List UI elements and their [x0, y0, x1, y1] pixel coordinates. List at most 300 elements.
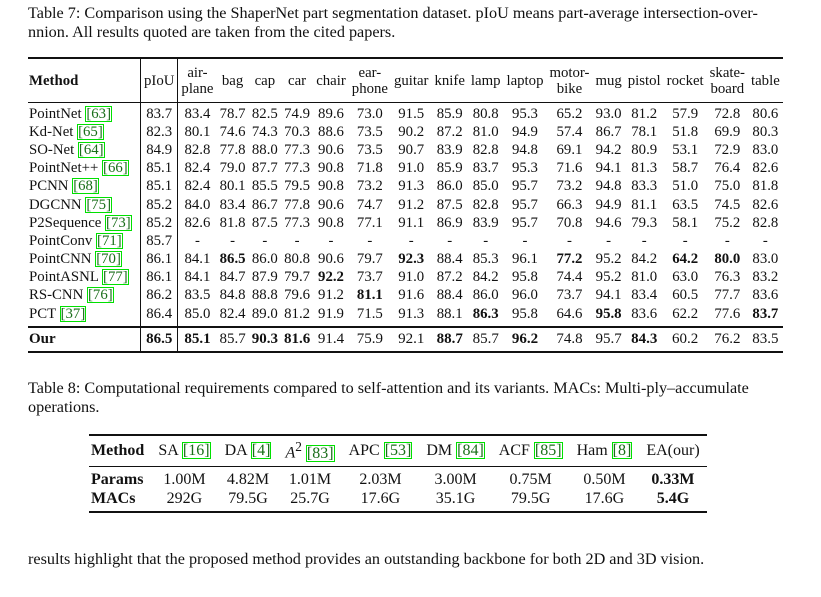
value-cell — [313, 123, 349, 141]
cell-value: 73.7 — [356, 269, 383, 286]
cell-value: 82.6 — [752, 196, 779, 213]
column-header — [281, 58, 313, 103]
value-cell — [503, 214, 546, 232]
value-cell — [391, 287, 432, 305]
cell-value: 75.0 — [714, 178, 741, 195]
value-cell — [664, 160, 707, 178]
table-row — [28, 178, 783, 196]
cell-value: 86.5 — [219, 251, 246, 268]
cell-value: 0.33M — [651, 470, 695, 488]
value-cell — [281, 196, 313, 214]
value-cell — [546, 123, 592, 141]
value-cell — [391, 214, 432, 232]
value-cell — [707, 269, 748, 287]
header-line: bag — [221, 72, 244, 89]
value-cell — [313, 103, 349, 124]
value-cell — [468, 305, 504, 327]
cell-value: 87.5 — [436, 196, 463, 213]
header-line: rocket — [666, 72, 704, 89]
column-header — [342, 435, 420, 467]
citation-ref[interactable]: [73] — [106, 214, 131, 231]
value-cell — [249, 196, 281, 214]
cell-value: - — [294, 232, 300, 249]
method-cell — [28, 251, 141, 269]
citation-ref[interactable]: [64] — [78, 141, 104, 158]
citation-ref[interactable]: [84] — [457, 442, 484, 459]
value-cell — [707, 232, 748, 250]
value-cell — [625, 160, 664, 178]
cell-value: - — [194, 232, 200, 249]
value-cell — [349, 214, 391, 232]
value-cell — [178, 214, 217, 232]
value-cell — [216, 214, 248, 232]
cell-value: 81.0 — [631, 269, 658, 286]
value-cell — [625, 103, 664, 124]
value-cell — [592, 214, 624, 232]
cell-value: 86.2 — [146, 287, 173, 304]
value-cell — [431, 214, 467, 232]
cell-value: 91.0 — [398, 269, 425, 286]
cell-value: 94.9 — [512, 123, 538, 140]
method-cell — [28, 196, 141, 214]
cell-value: 73.0 — [356, 105, 383, 122]
value-cell — [249, 214, 281, 232]
table-row — [89, 467, 707, 490]
cell-value: 77.6 — [714, 305, 741, 322]
value-cell — [391, 232, 432, 250]
value-cell — [546, 287, 592, 305]
cell-value: 94.1 — [595, 287, 622, 304]
header-line: pIoU — [144, 72, 175, 89]
table8-caption: Table 8: Computational requirements compared to self-attention and its variants. MACs: Multi-ply–accumulate operations. — [28, 379, 749, 416]
cell-value: 95.2 — [595, 251, 622, 268]
header-line: Method — [29, 72, 79, 89]
value-cell — [349, 196, 391, 214]
cell-value: 86.9 — [436, 214, 463, 231]
cell-value: 79.0 — [219, 160, 246, 177]
cell-value: 76.3 — [714, 269, 741, 286]
cell-value: 79.5G — [510, 489, 551, 507]
value-cell — [281, 103, 313, 124]
citation-ref[interactable]: [68] — [73, 178, 98, 195]
cell-value: 73.7 — [556, 287, 583, 304]
value-cell — [313, 305, 349, 327]
column-header — [419, 435, 491, 467]
value-cell — [664, 214, 707, 232]
cell-value: 88.6 — [318, 123, 344, 140]
header-line: plane — [181, 80, 214, 97]
value-cell — [419, 489, 491, 512]
value-cell — [391, 251, 432, 269]
value-cell — [313, 160, 349, 178]
value-cell — [546, 141, 592, 159]
cell-value: 79.7 — [284, 269, 311, 286]
value-cell — [249, 103, 281, 124]
value-cell — [178, 141, 217, 159]
citation-number: 73 — [110, 214, 126, 231]
column-header — [625, 58, 664, 103]
cell-value: 2.03M — [359, 470, 402, 488]
cell-value: 88.4 — [436, 251, 463, 268]
value-cell — [546, 232, 592, 250]
cell-value: 84.1 — [184, 251, 211, 268]
cell-value: 17.6G — [584, 489, 625, 507]
cell-value: 83.4 — [184, 105, 211, 122]
method-name: PointNet++ — [29, 160, 99, 177]
value-cell — [249, 287, 281, 305]
cell-value: 1.01M — [288, 470, 332, 488]
cell-value: 83.6 — [752, 287, 779, 304]
value-cell — [546, 214, 592, 232]
value-cell — [281, 160, 313, 178]
cell-value: 81.3 — [631, 160, 658, 177]
table7-header-row — [28, 58, 783, 103]
column-header — [216, 58, 248, 103]
table-row — [28, 305, 783, 327]
cell-value: 292G — [166, 489, 203, 507]
value-cell — [503, 251, 546, 269]
method-name: P2Sequence — [29, 214, 102, 231]
value-cell — [748, 214, 783, 232]
value-cell — [570, 489, 640, 512]
value-cell — [592, 305, 624, 327]
method-cell — [28, 214, 141, 232]
column-name: EA(our) — [646, 442, 700, 459]
citation-ref[interactable]: [66] — [103, 160, 128, 177]
value-cell — [592, 123, 624, 141]
value-cell — [141, 305, 178, 327]
value-cell — [625, 269, 664, 287]
cell-value: 74.5 — [714, 196, 741, 213]
citation-ref[interactable]: [8] — [612, 442, 632, 459]
value-cell — [431, 269, 467, 287]
cell-value: 81.1 — [356, 287, 383, 304]
value-cell — [468, 141, 504, 159]
citation-number: 16 — [188, 442, 205, 459]
value-cell — [707, 305, 748, 327]
cell-value: 25.7G — [290, 489, 330, 507]
header-line: table — [751, 72, 780, 89]
header-line: lamp — [470, 72, 501, 89]
cell-value: 58.7 — [672, 160, 699, 177]
cell-value: 80.1 — [219, 178, 246, 195]
value-cell — [748, 141, 783, 159]
value-cell — [313, 251, 349, 269]
method-cell — [28, 178, 141, 196]
cell-value: 77.3 — [284, 214, 311, 231]
value-cell — [391, 269, 432, 287]
cell-value: 91.2 — [318, 287, 344, 304]
citation-ref[interactable]: [83] — [306, 444, 334, 462]
cell-value: 57.4 — [556, 123, 583, 140]
value-cell — [349, 269, 391, 287]
value-cell — [349, 287, 391, 305]
citation-ref[interactable]: [63] — [86, 105, 111, 122]
cell-value: 92.1 — [398, 331, 425, 348]
cell-value: 79.6 — [284, 287, 311, 304]
value-cell — [748, 305, 783, 327]
value-cell — [249, 232, 281, 250]
citation-ref[interactable]: [85] — [534, 442, 562, 459]
value-cell — [503, 196, 546, 214]
cell-value: 63.5 — [672, 196, 699, 213]
cell-value: 79.3 — [631, 214, 658, 231]
value-cell — [249, 305, 281, 327]
value-cell — [178, 196, 217, 214]
cell-value: 78.7 — [219, 105, 246, 122]
table-row — [28, 327, 783, 352]
value-cell — [707, 196, 748, 214]
cell-value: 88.8 — [251, 287, 278, 304]
method-cell — [28, 103, 141, 124]
value-cell — [570, 467, 640, 490]
value-cell — [281, 214, 313, 232]
cell-value: 72.8 — [714, 105, 741, 122]
cell-value: 95.3 — [512, 105, 538, 122]
value-cell — [664, 232, 707, 250]
cell-value: 85.2 — [146, 214, 173, 231]
citation-ref[interactable]: [53] — [384, 442, 412, 459]
citation-ref[interactable]: [70] — [96, 251, 121, 268]
cell-value: 5.4G — [656, 489, 690, 507]
method-name: DGCNN — [29, 196, 82, 213]
citation-ref[interactable]: [37] — [60, 305, 86, 322]
value-cell — [431, 251, 467, 269]
value-cell — [431, 123, 467, 141]
table8-header-row — [89, 435, 707, 467]
column-name: DA — [224, 442, 247, 459]
value-cell — [349, 178, 391, 196]
cell-value: 77.1 — [356, 214, 383, 231]
cell-value: 85.9 — [436, 105, 463, 122]
cell-value: 94.6 — [595, 214, 622, 231]
cell-value: 85.7 — [219, 331, 246, 348]
column-header — [249, 58, 281, 103]
method-name: PCT — [29, 305, 56, 322]
cell-value: 89.6 — [318, 105, 344, 122]
citation-ref[interactable]: [75] — [86, 196, 111, 213]
cell-value: 58.1 — [672, 214, 699, 231]
table-row — [28, 141, 783, 159]
citation-ref[interactable]: [16] — [182, 442, 210, 459]
cell-value: 65.2 — [556, 105, 583, 122]
cell-value: 85.9 — [436, 160, 463, 177]
value-cell — [178, 305, 217, 327]
value-cell — [625, 123, 664, 141]
value-cell — [546, 196, 592, 214]
cell-value: 82.4 — [219, 305, 246, 322]
value-cell — [178, 251, 217, 269]
citation-ref[interactable]: [71] — [97, 232, 122, 249]
table7-body — [28, 103, 783, 328]
value-cell — [281, 251, 313, 269]
column-header — [278, 435, 341, 467]
value-cell — [625, 214, 664, 232]
value-cell — [748, 327, 783, 352]
value-cell — [141, 196, 178, 214]
value-cell — [178, 123, 217, 141]
method-cell — [28, 141, 141, 159]
cell-value: 82.8 — [752, 214, 779, 231]
citation-number: 53 — [390, 442, 407, 459]
value-cell — [349, 103, 391, 124]
cell-value: 80.9 — [631, 141, 658, 158]
cell-value: - — [447, 232, 453, 249]
cell-value: 75.9 — [356, 331, 383, 348]
value-cell — [313, 287, 349, 305]
table-row — [89, 489, 707, 512]
value-cell — [707, 287, 748, 305]
cell-value: 85.1 — [146, 160, 173, 177]
cell-value: 74.9 — [284, 105, 311, 122]
cell-value: 81.0 — [472, 123, 499, 140]
cell-value: 83.4 — [631, 287, 658, 304]
value-cell — [592, 103, 624, 124]
method-name: SO-Net — [29, 141, 75, 158]
citation-number: 4 — [257, 442, 266, 459]
cell-value: 77.2 — [556, 251, 583, 268]
cell-value: 90.8 — [318, 160, 344, 177]
cell-value: - — [408, 232, 414, 249]
citation-number: 83 — [312, 444, 329, 462]
value-cell — [503, 160, 546, 178]
cell-value: 90.7 — [398, 141, 425, 158]
value-cell — [313, 269, 349, 287]
header-line: motor- — [549, 64, 590, 81]
cell-value: 83.9 — [436, 141, 463, 158]
citation-ref[interactable]: [65] — [78, 123, 103, 140]
value-cell — [391, 178, 432, 196]
method-name: Our — [29, 331, 56, 348]
table-row — [28, 287, 783, 305]
value-cell — [178, 232, 217, 250]
method-name: Kd-Net — [29, 123, 74, 140]
header-line: guitar — [393, 72, 429, 89]
value-cell — [707, 251, 748, 269]
value-cell — [349, 141, 391, 159]
value-cell — [639, 467, 706, 490]
value-cell — [468, 287, 504, 305]
cell-value: 95.7 — [512, 214, 538, 231]
value-cell — [431, 141, 467, 159]
value-cell — [249, 123, 281, 141]
citation-number: 66 — [107, 160, 123, 177]
value-cell — [216, 141, 248, 159]
value-cell — [503, 327, 546, 352]
value-cell — [431, 232, 467, 250]
method-cell — [28, 232, 141, 250]
citation-number: 64 — [83, 141, 99, 158]
cell-value: 86.0 — [251, 251, 278, 268]
cell-value: 74.8 — [556, 331, 583, 348]
cell-value: - — [483, 232, 489, 249]
header-line: cap — [254, 72, 276, 89]
citation-ref[interactable]: [77] — [103, 269, 128, 286]
citation-ref[interactable]: [4] — [251, 442, 271, 459]
row-label: MACs — [91, 489, 136, 507]
value-cell — [216, 305, 248, 327]
value-cell — [391, 123, 432, 141]
value-cell — [546, 269, 592, 287]
cell-value: 85.7 — [146, 232, 173, 249]
value-cell — [313, 141, 349, 159]
header-line: laptop — [506, 72, 544, 89]
column-name: APC — [348, 442, 380, 459]
cell-value: 94.8 — [595, 178, 622, 195]
value-cell — [216, 232, 248, 250]
value-cell — [391, 103, 432, 124]
value-cell — [503, 232, 546, 250]
cell-value: 0.75M — [509, 470, 552, 488]
cell-value: 91.0 — [398, 160, 425, 177]
citation-number: 63 — [91, 105, 107, 122]
header-line: chair — [316, 72, 346, 89]
cell-value: 91.9 — [318, 305, 344, 322]
value-cell — [748, 103, 783, 124]
method-cell — [28, 327, 141, 352]
value-cell — [492, 489, 570, 512]
cell-value: 91.6 — [398, 287, 425, 304]
citation-number: 76 — [92, 287, 108, 304]
cell-value: 90.8 — [318, 214, 344, 231]
value-cell — [664, 305, 707, 327]
value-cell — [342, 467, 420, 490]
value-cell — [468, 123, 504, 141]
cell-value: 81.2 — [631, 105, 658, 122]
column-header — [218, 435, 279, 467]
cell-value: 74.4 — [556, 269, 583, 286]
cell-value: 76.4 — [714, 160, 741, 177]
column-header — [431, 58, 467, 103]
cell-value: 95.2 — [595, 269, 622, 286]
cell-value: 85.0 — [472, 178, 499, 195]
cell-value: 86.0 — [436, 178, 463, 195]
value-cell — [178, 178, 217, 196]
cell-value: 84.2 — [472, 269, 499, 286]
value-cell — [216, 160, 248, 178]
cell-value: 90.6 — [318, 141, 344, 158]
value-cell — [141, 160, 178, 178]
cell-value: 81.6 — [283, 331, 311, 348]
cell-value: 73.5 — [356, 123, 383, 140]
value-cell — [503, 103, 546, 124]
cell-value: 95.8 — [595, 305, 622, 322]
column-header: Method — [91, 442, 145, 459]
table8-body — [89, 467, 707, 513]
citation-ref[interactable]: [76] — [87, 287, 113, 304]
citation-number: 84 — [462, 442, 479, 459]
value-cell — [664, 123, 707, 141]
cell-value: 84.3 — [631, 331, 658, 348]
cell-value: 82.4 — [184, 178, 211, 195]
cell-value: 96.2 — [511, 331, 539, 348]
cell-value: 95.8 — [512, 269, 538, 286]
value-cell — [592, 269, 624, 287]
cell-value: 85.1 — [184, 331, 211, 348]
value-cell — [141, 214, 178, 232]
value-cell — [391, 141, 432, 159]
value-cell — [592, 196, 624, 214]
value-cell — [281, 305, 313, 327]
value-cell — [278, 467, 341, 490]
cell-value: - — [230, 232, 236, 249]
value-cell — [151, 489, 217, 512]
cell-value: 95.8 — [512, 305, 538, 322]
value-cell — [546, 327, 592, 352]
method-name: PointNet — [29, 105, 82, 122]
cell-value: 84.0 — [184, 196, 211, 213]
value-cell — [313, 196, 349, 214]
